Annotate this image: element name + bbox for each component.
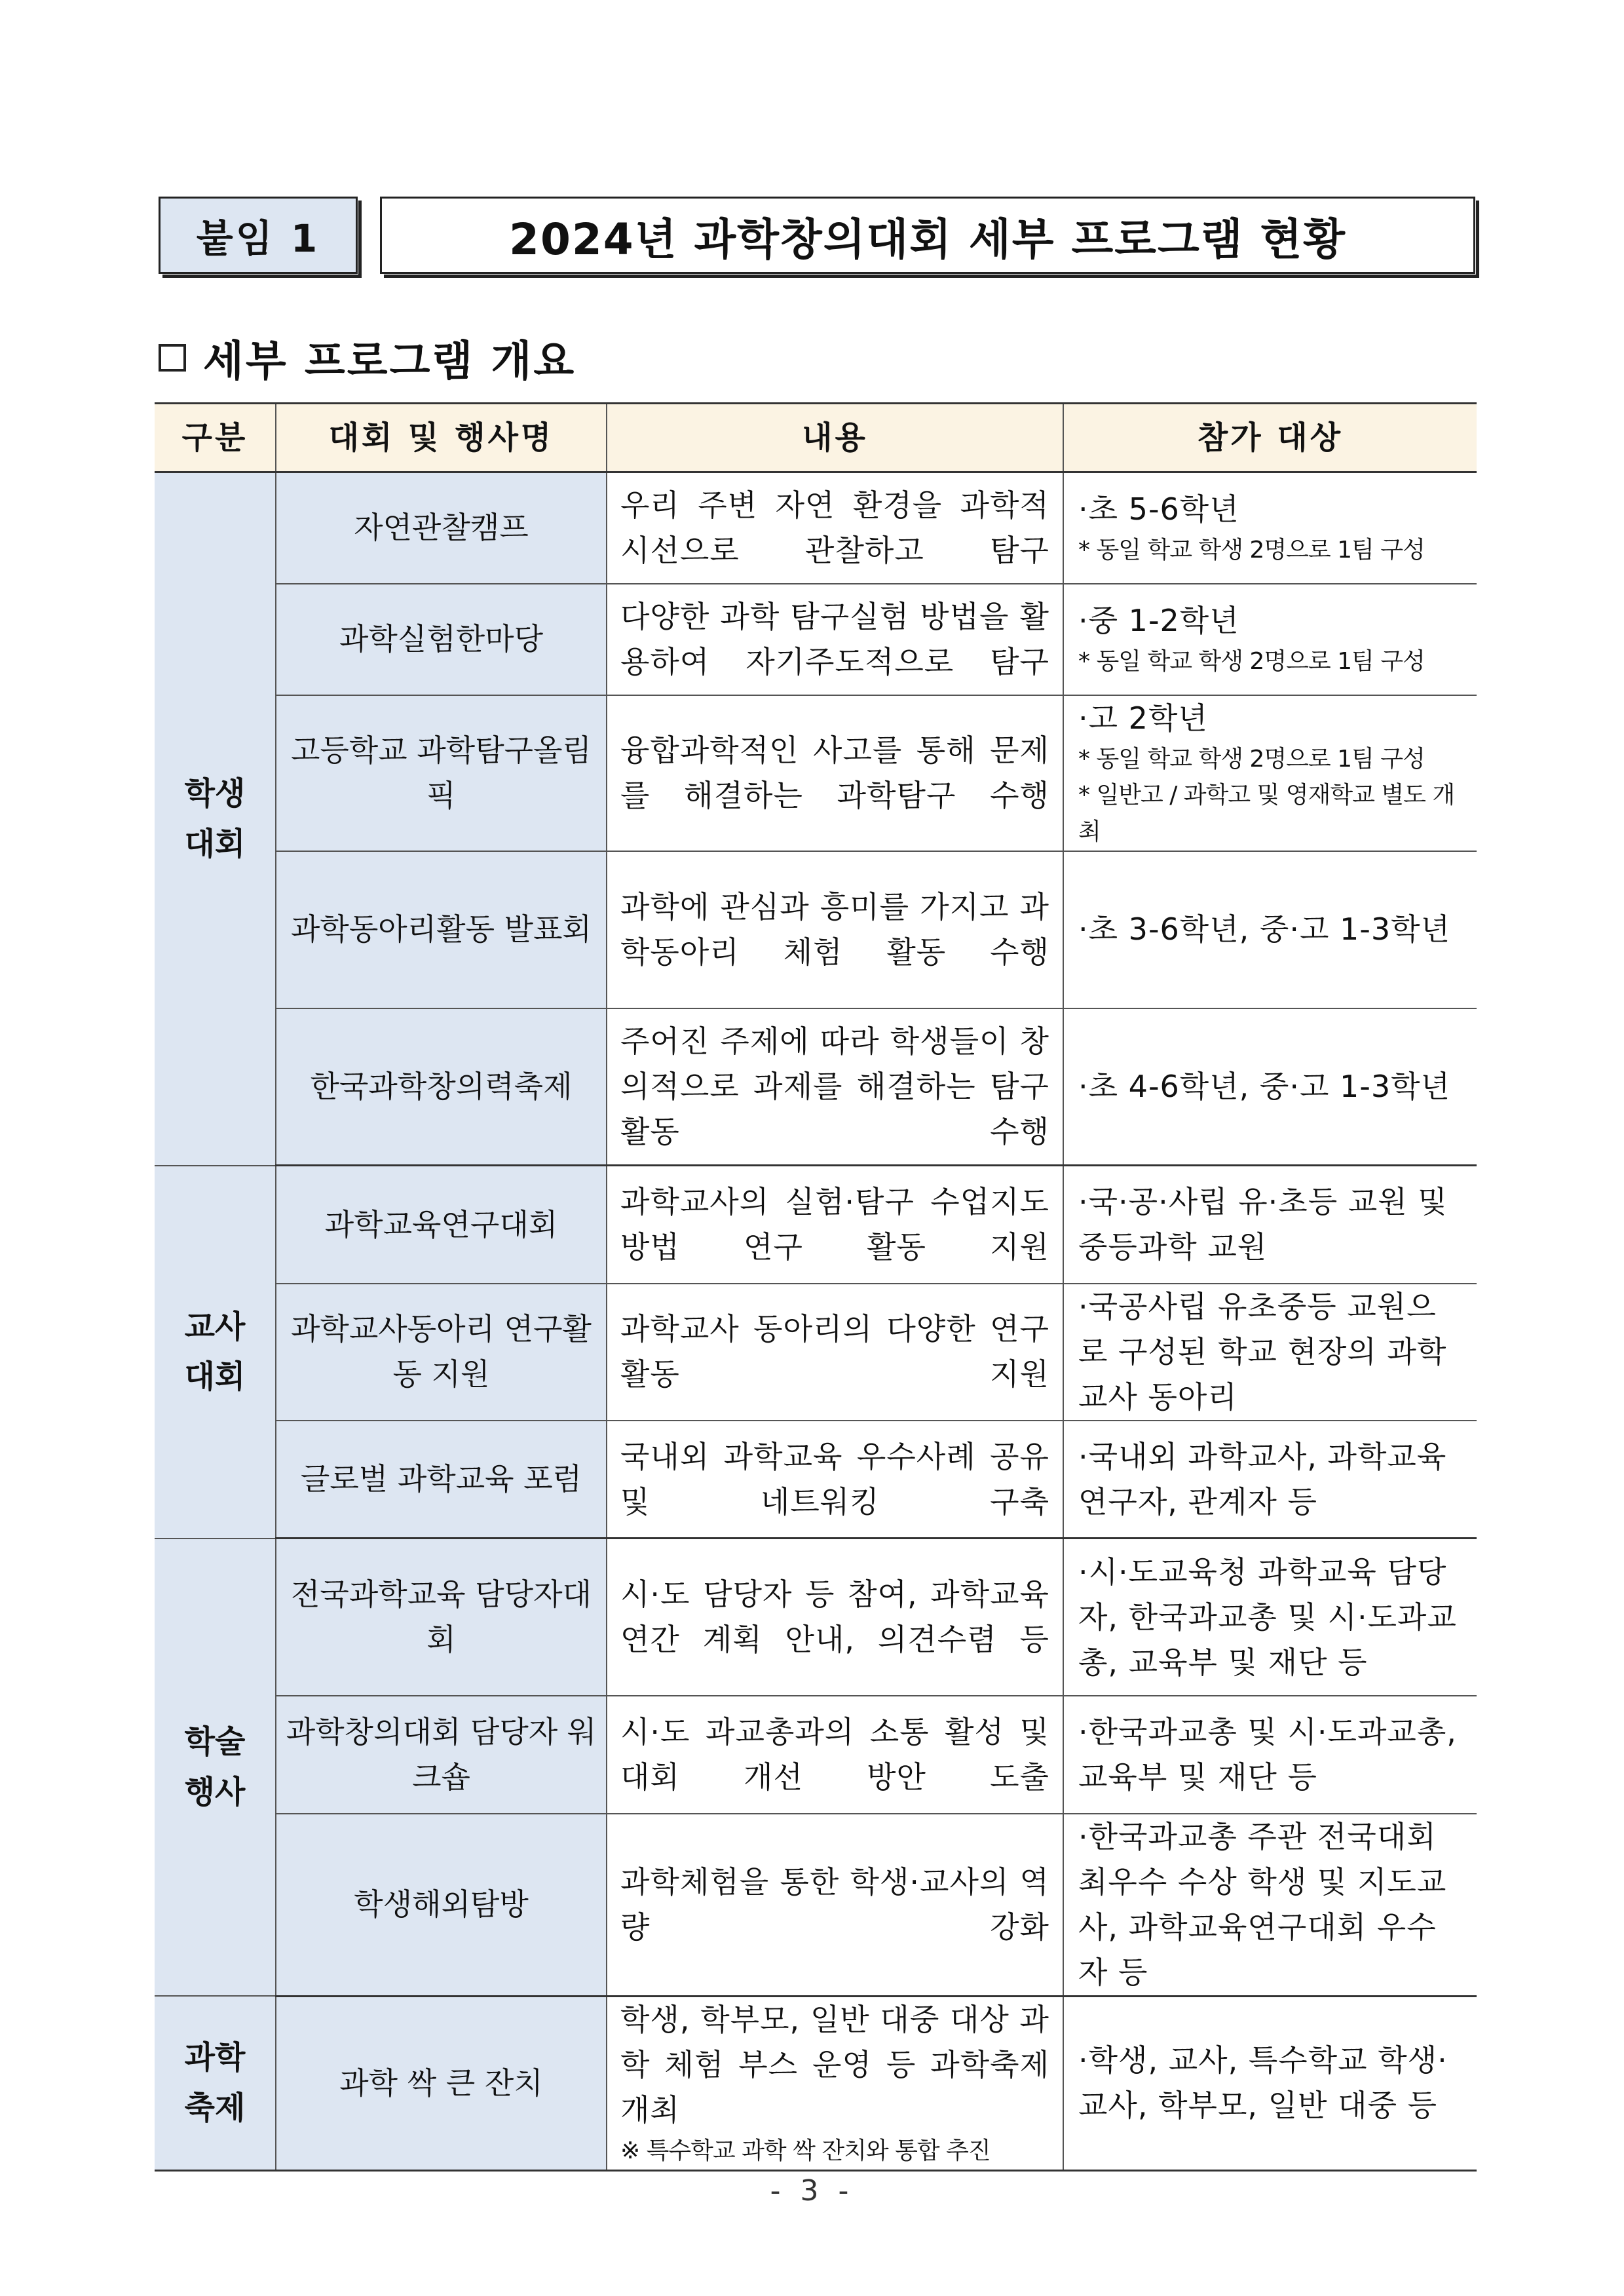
table-row — [155, 851, 1477, 1008]
program-content: 과학에 관심과 흥미를 가지고 과학동아리 체험 활동 수행 — [620, 889, 1049, 970]
program-name: 과학동아리활동 발표회 — [291, 911, 592, 947]
category-label: 과학 축제 — [184, 2039, 246, 2127]
program-content: 과학교사 동아리의 다양한 연구활동 지원 — [620, 1311, 1049, 1392]
program-name-cell — [276, 851, 607, 1008]
table-row — [155, 1539, 1477, 1696]
program-content: 시·도 담당자 등 참여, 과학교육 연간 계획 안내, 의견수렴 등 — [620, 1577, 1049, 1658]
program-content: 우리 주변 자연 환경을 과학적 시선으로 관찰하고 탐구 — [620, 487, 1049, 568]
target-text: ·중 1-2학년 — [1078, 603, 1239, 639]
table-row — [155, 584, 1477, 695]
category-cell — [155, 1539, 276, 1997]
target-cell — [1063, 1421, 1477, 1539]
program-content: 융합과학적인 사고를 통해 문제를 해결하는 과학탐구 수행 — [620, 732, 1049, 813]
program-name: 글로벌 과학교육 포럼 — [300, 1461, 582, 1497]
target-text: ·국내외 과학교사, 과학교육 연구자, 관계자 등 — [1078, 1438, 1447, 1520]
column-header: 내용 — [607, 404, 1063, 472]
program-content-cell — [607, 1166, 1063, 1284]
program-content-cell — [607, 1421, 1063, 1539]
program-name-cell — [276, 1008, 607, 1166]
program-content: 시·도 과교총과의 소통 활성 및 대회 개선 방안 도출 — [620, 1713, 1049, 1795]
table-header-row — [155, 404, 1477, 472]
section-heading-text: 세부 프로그램 개요 — [203, 337, 576, 386]
program-content: 주어진 주제에 따라 학생들이 창의적으로 과제를 해결하는 탐구활동 수행 — [620, 1024, 1049, 1150]
program-content-cell — [607, 1814, 1063, 1997]
target-text: ·국·공·사립 유·초등 교원 및 중등과학 교원 — [1078, 1184, 1448, 1265]
target-text: ·한국과교총 및 시·도과교총, 교육부 및 재단 등 — [1078, 1713, 1457, 1795]
program-content-cell — [607, 1696, 1063, 1814]
column-header: 구분 — [155, 404, 276, 472]
program-name: 학생해외탐방 — [354, 1886, 529, 1923]
category-label: 학생 대회 — [184, 775, 246, 862]
target-cell — [1063, 1008, 1477, 1166]
target-text: ·초 4-6학년, 중·고 1-3학년 — [1078, 1069, 1451, 1105]
target-text: ·학생, 교사, 특수학교 학생·교사, 학부모, 일반 대중 등 — [1078, 2042, 1448, 2124]
program-content: 국내외 과학교육 우수사례 공유 및 네트워킹 구축 — [620, 1438, 1049, 1520]
program-name-cell — [276, 1421, 607, 1539]
target-cell — [1063, 472, 1477, 584]
program-name: 과학실험한마당 — [339, 621, 544, 657]
category-cell — [155, 1166, 276, 1539]
target-note: * 동일 학교 학생 2명으로 1팀 구성 — [1078, 648, 1425, 676]
target-cell — [1063, 851, 1477, 1008]
table-row — [155, 1166, 1477, 1284]
table-row — [155, 1008, 1477, 1166]
program-name-cell — [276, 1696, 607, 1814]
program-content-cell — [607, 584, 1063, 695]
program-name: 전국과학교육 담당자대회 — [291, 1577, 592, 1658]
program-name: 한국과학창의력축제 — [310, 1069, 573, 1105]
document-header — [159, 197, 1475, 278]
program-content: 다양한 과학 탐구실험 방법을 활용하여 자기주도적으로 탐구 — [620, 598, 1049, 679]
program-name-cell — [276, 1284, 607, 1421]
target-text: ·시·도교육청 과학교육 담당자, 한국과교총 및 시·도과교총, 교육부 및 재단 등 — [1078, 1554, 1457, 1680]
column-header: 참가 대상 — [1063, 404, 1477, 472]
program-name: 과학교사동아리 연구활동 지원 — [291, 1311, 592, 1392]
category-cell — [155, 1996, 276, 2170]
section-heading — [159, 328, 576, 388]
program-name-cell — [276, 1814, 607, 1997]
target-text: ·고 2학년 — [1078, 700, 1208, 736]
program-name-cell — [276, 472, 607, 584]
program-content-cell — [607, 1008, 1063, 1166]
table-row — [155, 1814, 1477, 1997]
program-content: 과학교사의 실험·탐구 수업지도 방법 연구 활동 지원 — [620, 1184, 1049, 1265]
table-body — [155, 472, 1477, 2171]
table-row — [155, 1996, 1477, 2170]
table-row — [155, 1696, 1477, 1814]
category-label: 학술 행사 — [184, 1723, 246, 1811]
category-cell — [155, 472, 276, 1166]
program-name-cell — [276, 1539, 607, 1696]
table-row — [155, 695, 1477, 851]
program-name: 자연관찰캠프 — [354, 510, 529, 546]
target-cell — [1063, 1696, 1477, 1814]
target-text: ·국공사립 유초중등 교원으로 구성된 학교 현장의 과학교사 동아리 — [1078, 1288, 1447, 1415]
attachment-label: 붙임 1 — [159, 197, 358, 274]
target-cell — [1063, 1166, 1477, 1284]
program-name: 과학 싹 큰 잔치 — [339, 2065, 543, 2101]
program-content-cell — [607, 851, 1063, 1008]
target-cell — [1063, 695, 1477, 851]
page-number: - 3 - — [770, 2174, 854, 2208]
target-cell — [1063, 1539, 1477, 1696]
program-content-cell — [607, 472, 1063, 584]
target-text: ·초 5-6학년 — [1078, 491, 1239, 527]
category-label: 교사 대회 — [184, 1308, 246, 1396]
program-table — [155, 402, 1477, 2172]
program-content: 과학체험을 통한 학생·교사의 역량 강화 — [620, 1864, 1049, 1945]
target-cell — [1063, 1814, 1477, 1997]
program-name-cell — [276, 695, 607, 851]
program-content-cell — [607, 1996, 1063, 2170]
program-name: 과학교육연구대회 — [324, 1206, 558, 1242]
target-note: * 일반고 / 과학고 및 영재학교 별도 개최 — [1078, 782, 1455, 846]
target-cell — [1063, 1996, 1477, 2170]
program-name-cell — [276, 1996, 607, 2170]
table-row — [155, 1284, 1477, 1421]
table-row — [155, 1421, 1477, 1539]
target-cell — [1063, 1284, 1477, 1421]
program-content-cell — [607, 1284, 1063, 1421]
program-name: 고등학교 과학탐구올림픽 — [291, 732, 592, 813]
program-name-cell — [276, 584, 607, 695]
content-note: ※ 특수학교 과학 싹 잔치와 통합 추진 — [620, 2137, 991, 2164]
target-note: * 동일 학교 학생 2명으로 1팀 구성 — [1078, 745, 1425, 773]
column-header: 대회 및 행사명 — [276, 404, 607, 472]
target-cell — [1063, 584, 1477, 695]
target-text: ·한국과교총 주관 전국대회 최우수 수상 학생 및 지도교사, 과학교육연구대회 우수자 등 — [1078, 1818, 1447, 1990]
program-content-cell — [607, 1539, 1063, 1696]
program-content: 학생, 학부모, 일반 대중 대상 과학 체험 부스 운영 등 과학축제 개최 — [620, 2001, 1049, 2128]
table-row — [155, 472, 1477, 584]
document-title: 2024년 과학창의대회 세부 프로그램 현황 — [380, 197, 1475, 274]
checkbox-square-icon — [159, 344, 186, 372]
program-name-cell — [276, 1166, 607, 1284]
program-name: 과학창의대회 담당자 워크숍 — [286, 1713, 597, 1795]
target-text: ·초 3-6학년, 중·고 1-3학년 — [1078, 911, 1451, 947]
target-note: * 동일 학교 학생 2명으로 1팀 구성 — [1078, 537, 1425, 564]
program-content-cell — [607, 695, 1063, 851]
